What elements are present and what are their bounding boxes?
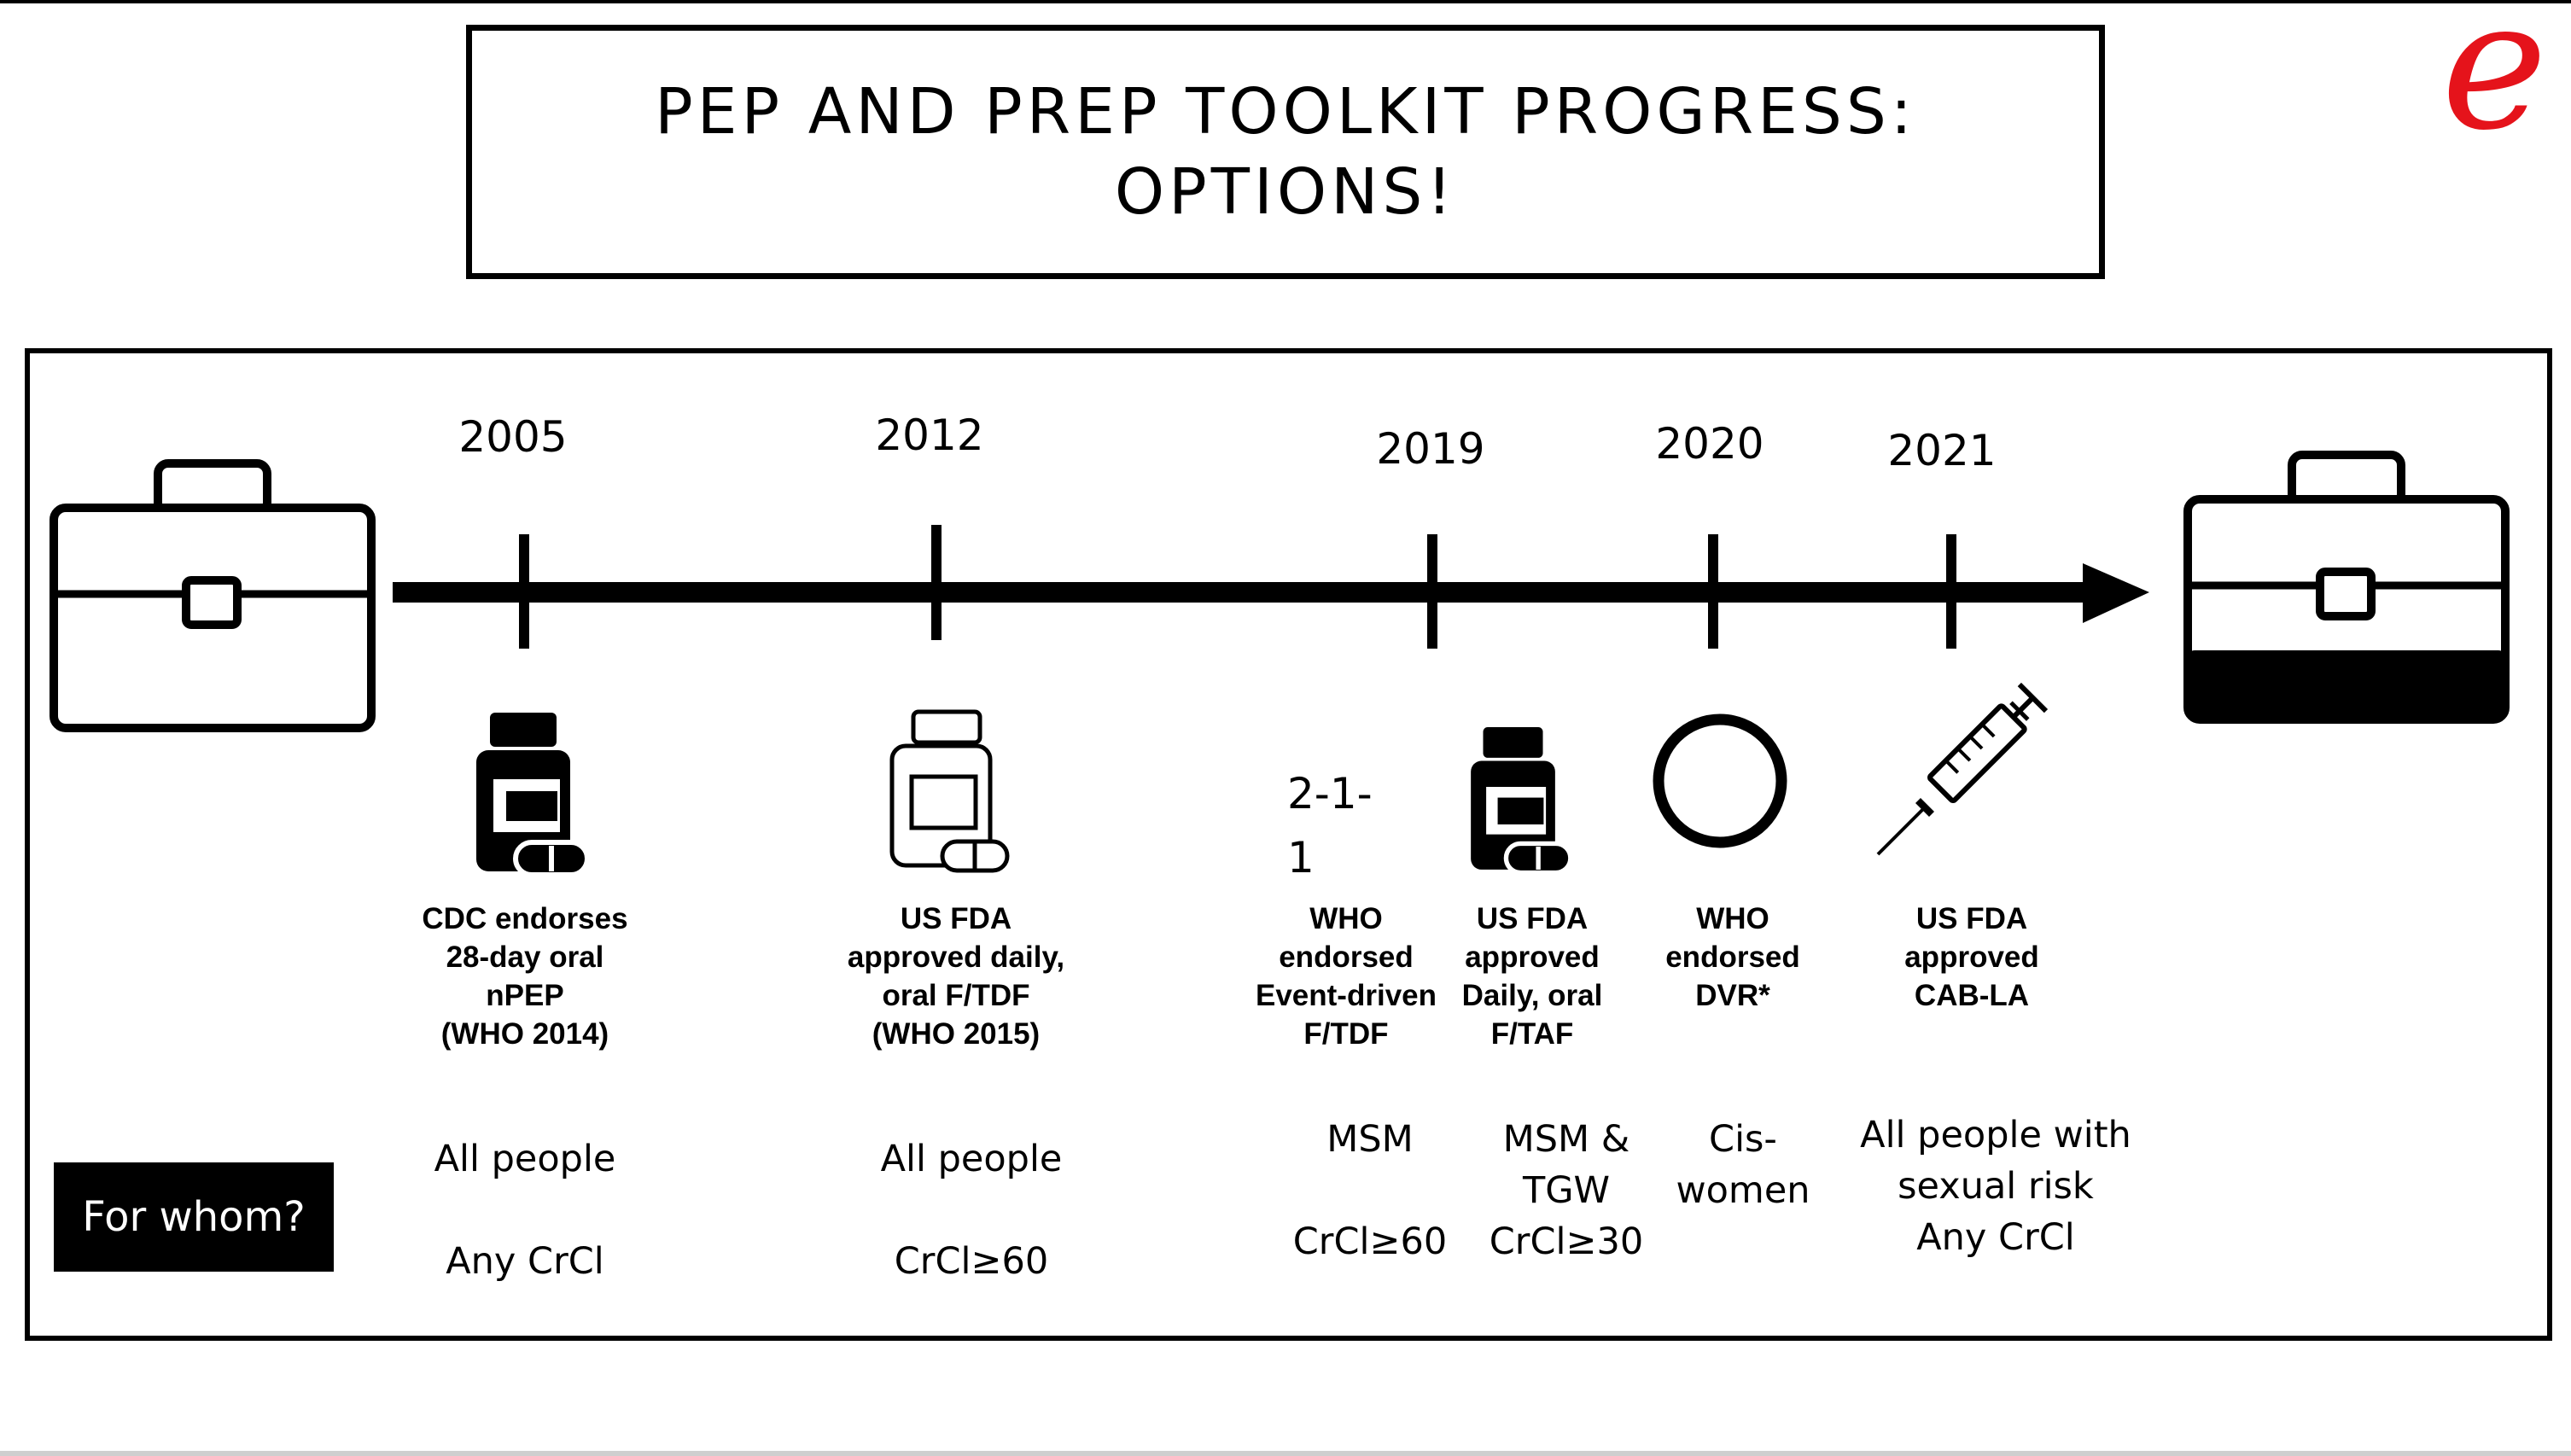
desc-2019-fda-line: Daily, oral	[1461, 979, 1603, 1012]
who-2020	[1658, 1114, 1828, 1216]
desc-2020-line: DVR*	[1695, 979, 1770, 1012]
desc-2019-who	[1231, 900, 1461, 1053]
desc-2005-line: CDC endorses	[422, 902, 628, 935]
who-2019-who	[1285, 1114, 1455, 1267]
year-2012: 2012	[875, 411, 984, 460]
logo-icon: e	[2441, 0, 2548, 170]
desc-2020	[1647, 900, 1818, 1015]
who-2005	[354, 1133, 696, 1287]
year-2021: 2021	[1887, 426, 1997, 475]
desc-2021-line: approved	[1904, 941, 2039, 974]
desc-2005-line: nPEP	[486, 979, 564, 1012]
desc-2005-line: (WHO 2014)	[440, 1017, 609, 1051]
year-2020: 2020	[1655, 419, 1764, 469]
for-whom-label: For whom?	[54, 1162, 334, 1272]
title-line-2: OPTIONS!	[1114, 155, 1457, 229]
who-2019-fda	[1481, 1114, 1652, 1267]
icon-label-211	[1287, 762, 1407, 890]
year-2019: 2019	[1376, 424, 1485, 474]
desc-2012-line: (WHO 2015)	[872, 1017, 1041, 1051]
desc-2005-line: 28-day oral	[446, 941, 604, 974]
desc-2019-fda	[1447, 900, 1618, 1053]
who-2019-fda-line: MSM &	[1502, 1118, 1630, 1161]
who-2020-line: Cis-	[1709, 1118, 1777, 1161]
who-2019-fda-line: CrCl≥30	[1489, 1220, 1644, 1263]
who-2021-line: Any CrCl	[1916, 1216, 2075, 1259]
desc-2019-fda-line: US FDA	[1476, 902, 1589, 935]
desc-2020-line: endorsed	[1665, 941, 1800, 974]
who-2012	[801, 1133, 1142, 1287]
who-2020-line: women	[1676, 1169, 1810, 1212]
who-2012-line: CrCl≥60	[894, 1240, 1049, 1283]
desc-2012-line: oral F/TDF	[882, 979, 1030, 1012]
icon-label-211-line-2: 1	[1287, 833, 1315, 882]
desc-2019-fda-line: approved	[1465, 941, 1600, 974]
who-2005-line: All people	[434, 1138, 616, 1180]
desc-2012-line: US FDA	[900, 902, 1012, 935]
pill-bottle-filled-icon	[1461, 727, 1572, 877]
who-2012-line: All people	[880, 1138, 1063, 1180]
desc-2019-who-line: WHO	[1309, 902, 1383, 935]
who-2021	[1825, 1109, 2166, 1263]
who-2019-fda-line: TGW	[1522, 1169, 1611, 1212]
desc-2019-who-line: Event-driven	[1256, 979, 1437, 1012]
who-2021-line: sexual risk	[1898, 1165, 2094, 1208]
desc-2020-line: WHO	[1696, 902, 1769, 935]
pill-bottle-filled-icon	[468, 713, 587, 879]
desc-2019-fda-line: F/TAF	[1490, 1017, 1574, 1051]
desc-2021-line: US FDA	[1915, 902, 2028, 935]
icon-label-211-line-1: 2-1-	[1287, 769, 1373, 818]
desc-2019-who-line: F/TDF	[1303, 1017, 1389, 1051]
who-2005-line: Any CrCl	[446, 1240, 604, 1283]
desc-2012	[828, 900, 1084, 1053]
who-2019-who-line: CrCl≥60	[1292, 1220, 1448, 1263]
syringe-icon	[1869, 696, 2049, 862]
desc-2019-who-line: endorsed	[1279, 941, 1414, 974]
pill-bottle-outline-icon	[888, 708, 1011, 879]
desc-2005	[397, 900, 653, 1053]
desc-2021-line: CAB-LA	[1914, 979, 2030, 1012]
who-2021-line: All people with	[1860, 1114, 2131, 1156]
who-2019-who-line: MSM	[1326, 1118, 1414, 1161]
desc-2012-line: approved daily,	[847, 941, 1065, 974]
desc-2021	[1886, 900, 2057, 1015]
title-line-1: PEP AND PREP TOOLKIT PROGRESS:	[655, 75, 1916, 149]
vaginal-ring-icon	[1647, 708, 1793, 853]
year-2005: 2005	[458, 412, 568, 462]
